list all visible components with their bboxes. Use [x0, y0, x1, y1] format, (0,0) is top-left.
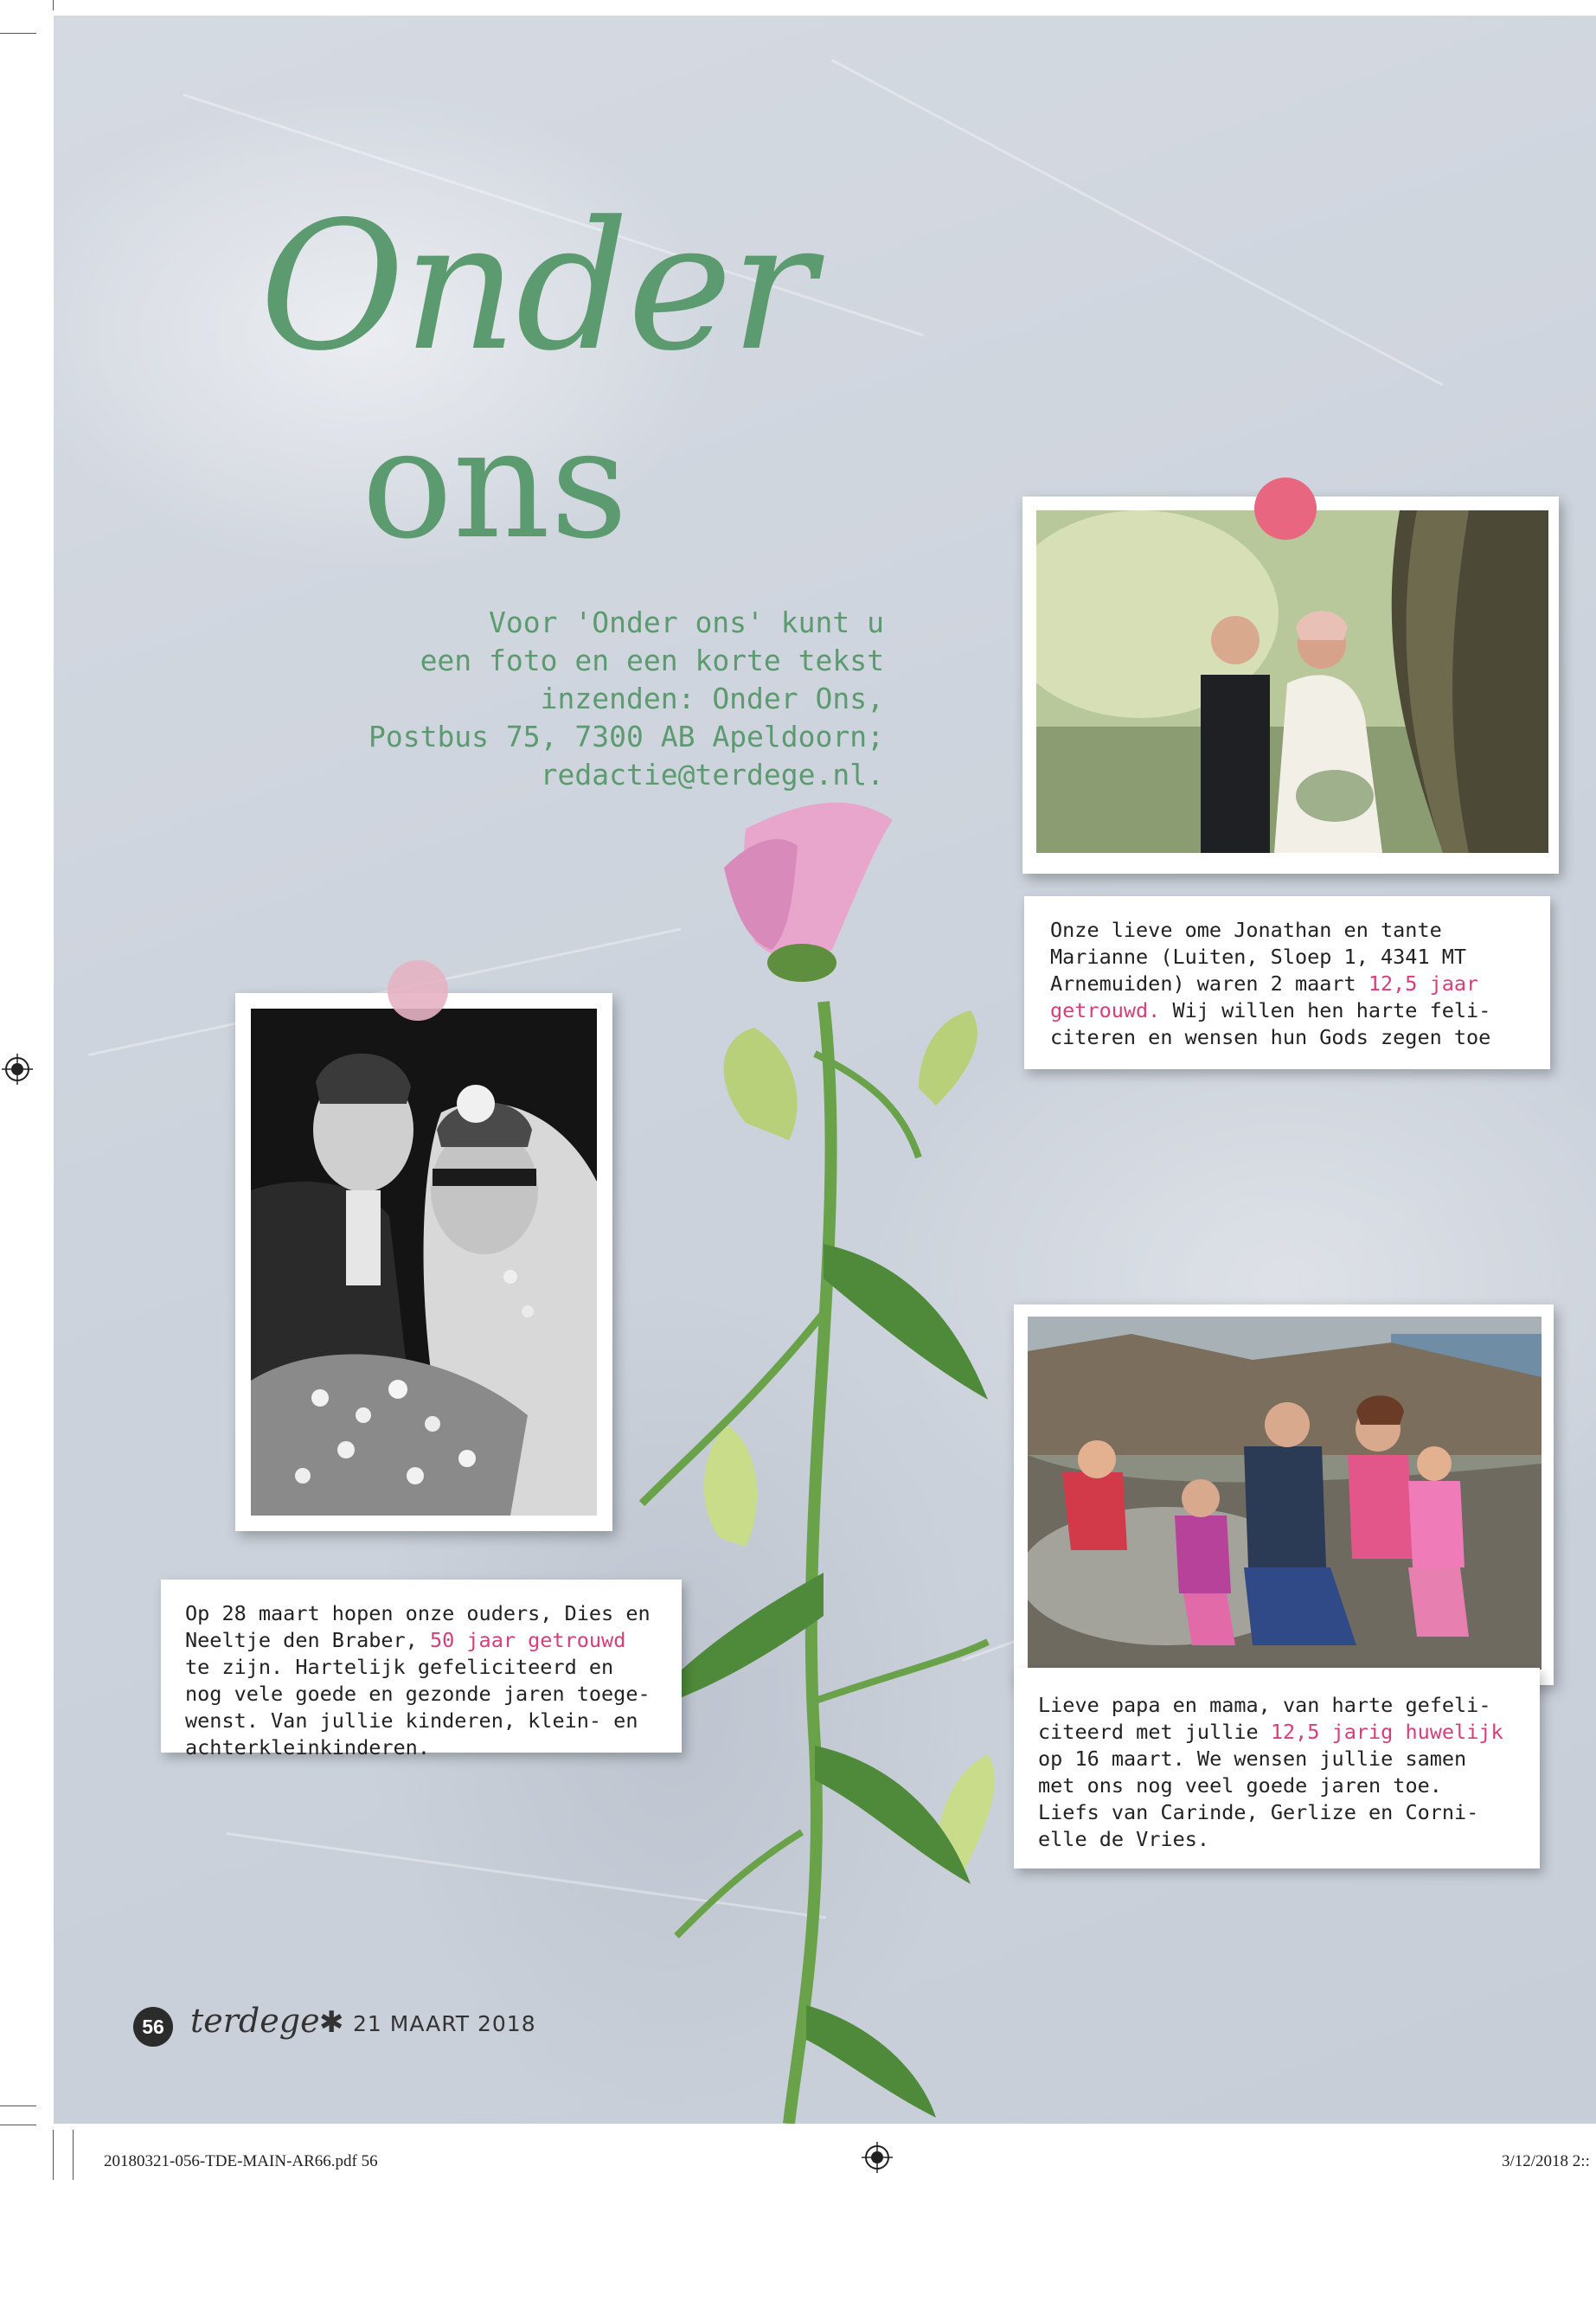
caption-line: nog vele goede en gezonde jaren toege- [185, 1682, 651, 1706]
wedding-couple-illustration [1036, 510, 1548, 853]
magazine-page [54, 16, 1596, 2124]
caption-line: met ons nog veel goede jaren toe. [1038, 1773, 1442, 1798]
anniversary-highlight: 12,5 jaar [1368, 971, 1479, 996]
caption-text: Arnemuiden) waren 2 maart [1050, 971, 1368, 996]
print-date: 3/12/2018 2:: [1502, 2152, 1590, 2170]
caption-line: Liefs van Carinde, Gerlize en Corni- [1038, 1800, 1479, 1824]
caption-line: Onze lieve ome Jonathan en tante [1050, 918, 1442, 942]
pushpin-icon [1254, 478, 1317, 540]
intro-line: een foto en een korte tekst [420, 644, 884, 677]
registration-mark-icon [862, 2142, 893, 2173]
print-file-info: 20180321-056-TDE-MAIN-AR66.pdf 56 [104, 2152, 378, 2170]
caption-text: citeerd met jullie [1038, 1720, 1271, 1744]
caption-line: wenst. Van jullie kinderen, klein- en [185, 1708, 638, 1733]
caption-line: Marianne (Luiten, Sloep 1, 4341 MT [1050, 945, 1467, 969]
bellflower-illustration [538, 794, 1092, 2124]
caption-de-vries [1014, 1668, 1540, 1868]
wedding-photo-image [251, 1009, 597, 1516]
crop-mark [53, 0, 54, 10]
wedding-couple-bw-illustration [251, 1009, 597, 1516]
crop-mark [53, 2130, 54, 2180]
caption-line [1038, 1719, 1503, 1746]
crop-mark [0, 33, 36, 34]
page-number-badge: 56 [133, 2007, 173, 2047]
wedding-photo-bw [235, 993, 612, 1531]
anniversary-highlight: 12,5 jarig huwelijk [1270, 1720, 1503, 1744]
submission-instructions [260, 604, 884, 794]
intro-line: inzenden: Onder Ons, [540, 682, 884, 715]
fabric-fold [831, 59, 1444, 386]
caption-line [1050, 971, 1490, 997]
family-on-rocks-illustration [1028, 1317, 1542, 1670]
wedding-photo-image [1036, 510, 1548, 853]
registration-mark-icon [2, 1054, 33, 1085]
intro-line: redactie@terdege.nl. [540, 758, 884, 792]
caption-text: Neeltje den Braber, [185, 1628, 430, 1652]
intro-line: Voor 'Onder ons' kunt u [489, 606, 884, 639]
caption-line: Lieve papa en mama, van harte gefeli- [1038, 1693, 1491, 1717]
magazine-logo: terdege [190, 2002, 320, 2040]
intro-line: Postbus 75, 7300 AB Apeldoorn; [368, 720, 884, 753]
caption-line: achterkleinkinderen. [185, 1735, 430, 1759]
crop-mark [73, 2130, 74, 2180]
caption-den-braber [161, 1580, 682, 1759]
caption-text: Wij willen hen harte feli- [1160, 998, 1491, 1022]
anniversary-highlight: 50 jaar getrouwd [429, 1628, 626, 1652]
caption-line: citeren en wensen hun Gods zegen toe [1050, 1025, 1491, 1049]
caption-line [1050, 997, 1490, 1024]
page-title-secondary: ons [362, 397, 628, 573]
family-photo-image [1028, 1317, 1542, 1670]
caption-line: te zijn. Hartelijk gefeliciteerd en [185, 1655, 614, 1679]
anniversary-highlight: getrouwd. [1050, 998, 1161, 1022]
caption-jonathan-marianne [1024, 896, 1550, 1069]
caption-line: op 16 maart. We wensen jullie samen [1038, 1747, 1467, 1771]
pushpin-icon [388, 960, 448, 1021]
separator-star-icon: ✱ [319, 2005, 344, 2040]
family-photo [1014, 1304, 1554, 1685]
wedding-photo-color [1022, 497, 1559, 874]
page-title: Onder [260, 184, 814, 390]
caption-line: Op 28 maart hopen onze ouders, Dies en [185, 1601, 651, 1625]
caption-line: elle de Vries. [1038, 1827, 1210, 1851]
issue-date: 21 MAART 2018 [353, 2011, 536, 2036]
caption-line [185, 1627, 651, 1654]
